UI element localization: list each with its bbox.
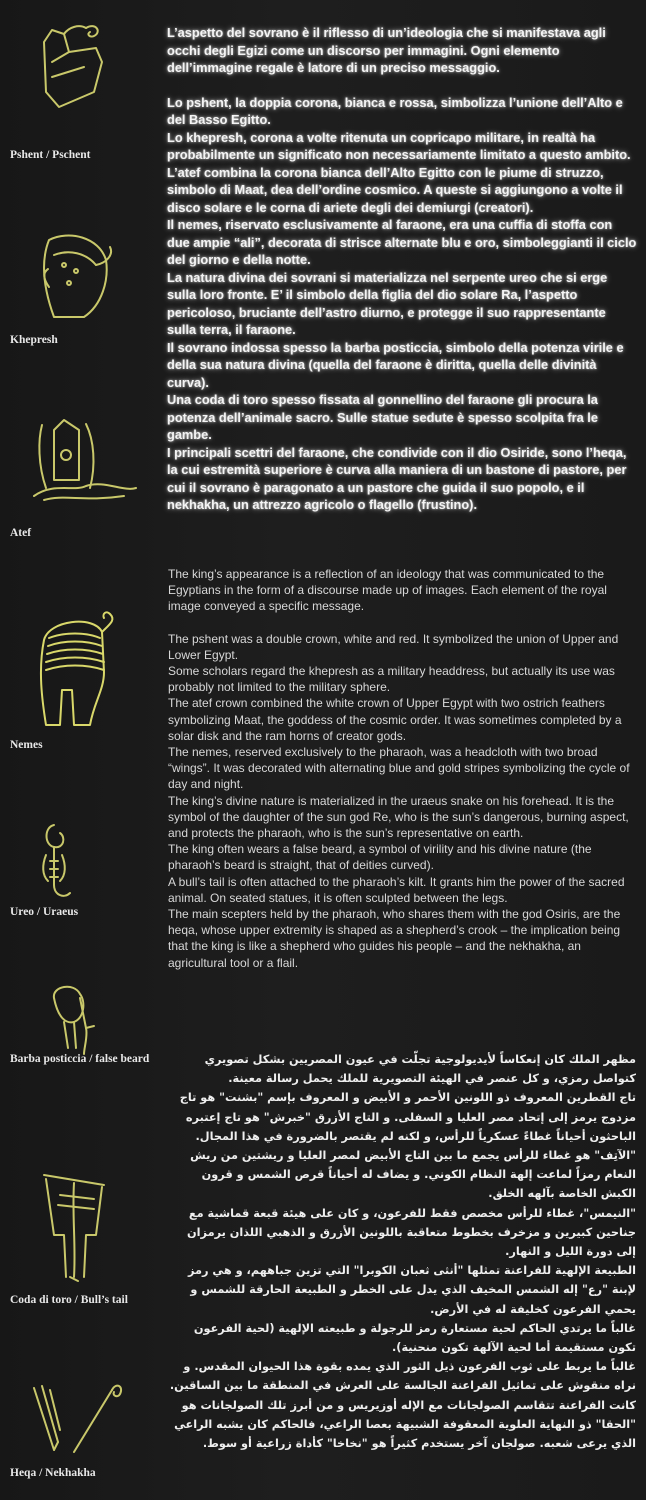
heqa-label: Heqa / Nekhakha [10,1467,96,1479]
atef-crown-icon [24,410,144,510]
pshent-label: Pshent / Pschent [10,149,91,161]
khepresh-crown-icon [24,225,124,325]
uraeus-label: Ureo / Uraeus [10,906,79,918]
english-nemes: The nemes, reserved exclusively to the pharaoh, was a headcloth with two broad “wings”. It was decorated with alternating blue and gold stripes symbolizing the cycle of day and night. [168,745,630,792]
beard-label: Barba posticcia / false beard [10,1053,150,1065]
bulls-tail-icon [24,1165,124,1285]
nemes-icon-wrap [0,610,160,730]
italian-intro: L’aspetto del sovrano è il riflesso di un’ideologia che si manifestava agli occhi degli Egizi come un discorso per immagini. Ogni elemento dell’immagine regale è latore di un preciso messaggio. [167,25,606,75]
heqa-icon-wrap [0,1380,160,1460]
khepresh-icon-wrap [0,225,160,325]
khepresh-label: Khepresh [10,334,58,346]
heqa-nekhakha-icon [24,1380,134,1460]
atef-icon-wrap [0,410,160,510]
arabic-intro: مظهر الملك كان إنعكاساً لأيديولوجية تجلّت في عيون المصريين بشكل تصويري كتواصل رمزي، و كل عنصر في الهيئة التصويرية للملك يحمل رسالة معينة. [204,1053,636,1086]
atef-label: Atef [10,527,32,539]
beard-icon-wrap [0,978,160,1058]
italian-coda: Una coda di toro spesso fissata al gonnellino del faraone gli procura la potenza dell’animale sacro. Sulle statue sedute è spesso scolpita fra le gambe. [167,392,598,442]
pshent-icon-wrap [0,22,160,117]
nemes-headcloth-icon [24,610,124,730]
italian-text-block [167,24,637,514]
arabic-scepters: كانت الفراعنة تتقاسم الصولجانات مع الإله أوزيريس و من أبرز تلك الصولجانات هو "الحقا" ذو النهاية العلوية المعقوفة الشبيهة بعصا الراعي، فالحاكم كان يشبه الراعي الذي يرعى شعبه. صولجان آخر يستخدم كثيراً هو "نخاخا" كأداة زراعية أو سوط. [174,1398,636,1451]
italian-ureo: La natura divina dei sovrani si materializza nel serpente ureo che si erge sulla loro fronte. E’ il simbolo della figlia del dio solare Ra, l’aspetto pericoloso, bruciante dell’astro diurno, e protegge il suo rappresentante sulla terra, il faraone. [167,269,608,337]
italian-barba: Il sovrano indossa spesso la barba posticcia, simbolo della potenza virile e della sua natura divina (quella del faraone è diritta, quella delle divinità curva). [167,339,624,390]
arabic-atef: "الآتِف" هو غطاء للرأس يجمع ما بين التاج الأبيض لمصر العليا و ريشتين من ريش النعام رمزاً لماعت إلهة النظام الكوني. و يضاف له أحياناً قرص الشمس و قرون الكبش الخاصة بآلهه الخلق. [190,1149,636,1201]
false-beard-icon [24,978,124,1058]
english-beard: The king often wears a false beard, a symbol of virility and his divine nature (the pharaoh’s beard is straight, that of deities curved). [168,842,592,873]
arabic-nemes: "النيمس"، غطاء للرأس مخصص فقط للفرعون، و كان على هيئة قبعة قماشية مع جناحين كبيرين و مزخرف بخطوط متعاقبة باللونين الأزرق و الذهبي اللذان يرمزان إلى دورة الليل و النهار. [187,1206,636,1259]
bulls-tail-label: Coda di toro / Bull’s tail [10,1294,128,1306]
arabic-uraeus: الطبيعة الإلهية للفراعنة تمثلها "أنثى ثعبان الكوبرا" التي تزين جباههم، و هي رمز لإبنة "رع" إله الشمس المخيف الذي يدل على الخطر و الطبيعة الحارقة للشمس و يحمي الفرعون كخليفة له في الأرض. [187,1264,636,1316]
arabic-beard: غالباً ما يرتدي الحاكم لحية مستعارة رمز للرجولة و طبيعته الإلهية (لحية الفرعون تكون مستقيمة أما لحية الآلهة تكون منحنية). [193,1321,636,1355]
english-intro: The king’s appearance is a reflection of an ideology that was communicated to the Egyptians in the form of a discourse made up of images. Each element of the royal image conveyed a specific message. [168,567,607,614]
english-uraeus: The king’s divine nature is materialized in the uraeus snake on his forehead. It is the symbol of the daughter of the sun god Re, who is the sun’s dangerous, burning aspect, and protects the pharaoh, who is the sun’s representative on earth. [168,793,629,841]
arabic-bulls-tail: غالباً ما يربط على ثوب الفرعون ذيل الثور الذي يمده بقوة هذا الحيوان المقدس. و نراه منقوش على تماثيل الفراعنة الجالسة على العرش في المنطقة ما بين الساقين. [169,1360,636,1393]
english-atef: The atef crown combined the white crown of Upper Egypt with two ostrich feathers symbolizing Maat, the goddess of the cosmic order. It was sometimes completed by a solar disk and the ram horns of creator gods. [168,696,622,743]
bulls-tail-icon-wrap [0,1165,160,1285]
uraeus-icon-wrap [0,815,160,905]
italian-khepresh-atef: Lo khepresh, corona a volte ritenuta un copricapo militare, in realtà ha probabilmente un significato non necessariamente limitato a questo ambito. L’atef combina la corona bianca dell’Alto Egitto con le piume di struzzo, simbolo di Maat, dea dell’ordine cosmico. A queste si aggiungono a volte il disco solare e le corna di ariete degli dei demiurgi (creatori). [167,129,631,215]
english-text-block [168,566,638,971]
italian-pshent: Lo pshent, la doppia corona, bianca e rossa, simbolizza l’unione dell’Alto e del Basso Egitto. [167,94,623,127]
italian-scettri: I principali scettri del faraone, che condivide con il dio Osiride, sono l’heqa, la cui estremità superiore è curva alla maniera di un bastone di pastore, per cui il sovrano è paragonato a un pastore che guida il suo popolo, e il nekhakha, un attrezzo agricolo o flagello (frustino). [167,444,627,512]
uraeus-snake-icon [24,815,104,905]
nemes-label: Nemes [10,739,43,751]
arabic-text-block [168,1050,636,1453]
english-khepresh: Some scholars regard the khepresh as a military headdress, but actually its use was probably not limited to the military sphere. [168,664,615,695]
english-pshent: The pshent was a double crown, white and red. It symbolized the union of Upper and Lower Egypt. [168,631,619,662]
arabic-crowns: تاج القطرين المعروف ذو اللونين الأحمر و الأبيض و المعروف بإسم "بشنت" هو تاج مزدوج يرمز إلى إتحاد مصر العليا و السفلى. و التاج الأزرق "خبرش" هو تاج إعتبره الباحثون أحياناً غطاءً عسكرياً للرأس، و لكنه لم يقتصر بالضرورة في هذا المجال. [179,1091,636,1143]
pshent-crown-icon [24,22,124,117]
english-bulls-tail: A bull’s tail is often attached to the pharaoh’s kilt. It grants him the power of the sacred animal. On seated statues, it is often sculpted between the legs. [168,874,625,905]
english-scepters: The main scepters held by the pharaoh, who shares them with the god Osiris, are the heqa, whose upper extremity is shaped as a shepherd’s crook – the implication being that the king is like a shepherd who guides his people – and the nekhakha, an agricultural tool or a flail. [168,907,621,970]
italian-nemes: Il nemes, riservato esclusivamente al faraone, era una cuffia di stoffa con due ampie “ali”, decorata di strisce alternate blu e oro, simboleggianti il ciclo del giorno e della notte. [167,217,637,267]
